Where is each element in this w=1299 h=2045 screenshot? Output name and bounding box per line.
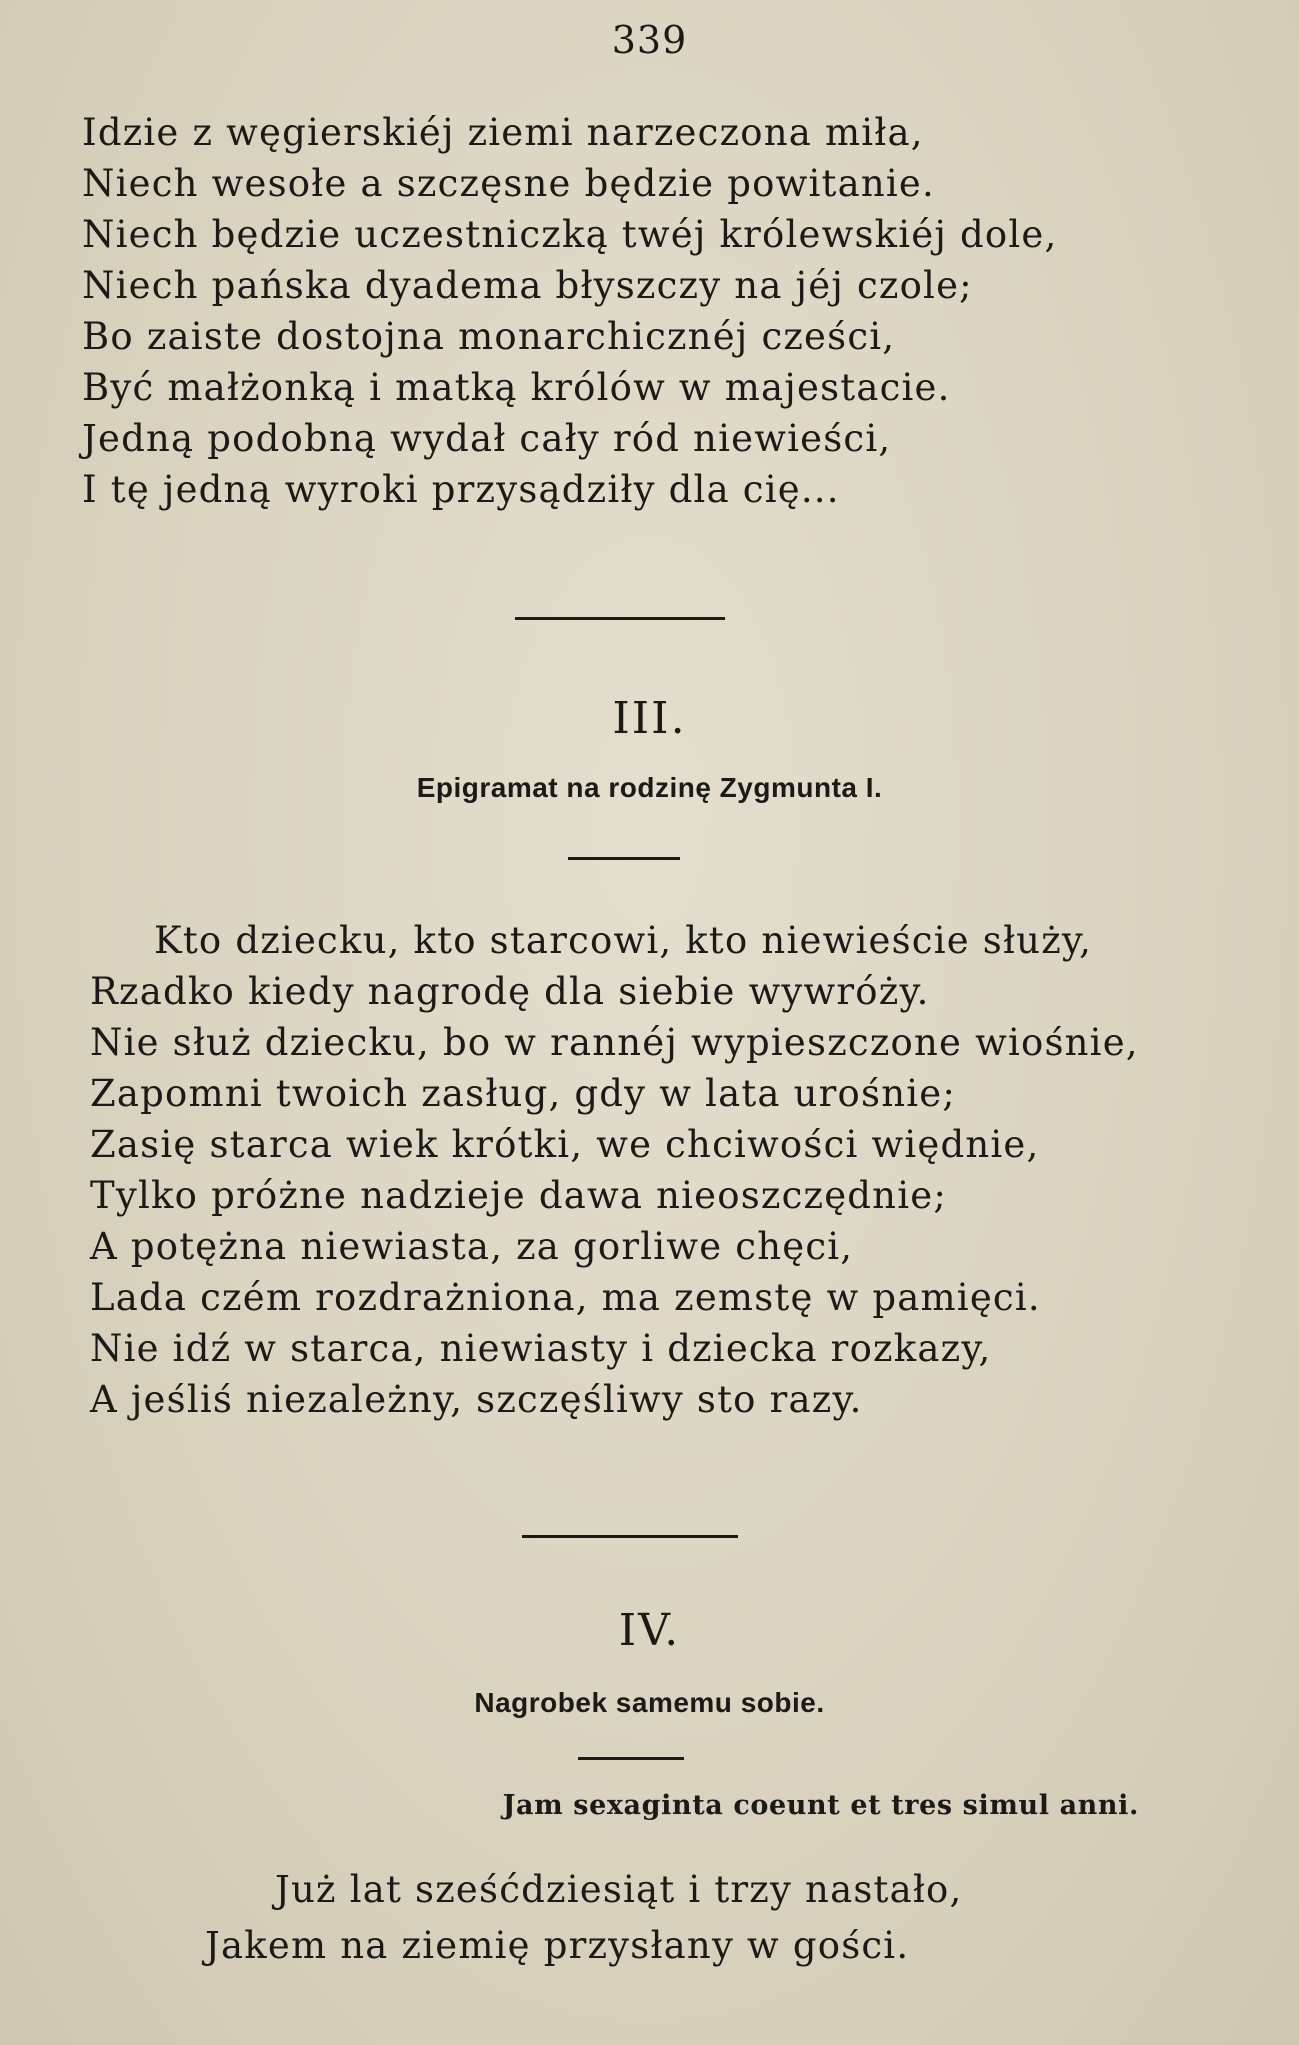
section-title-iv: Nagrobek samemu sobie. [474, 1687, 825, 1718]
page-number: 339 [611, 18, 688, 62]
section-divider [522, 1535, 738, 1538]
poem-stanza-iii [90, 915, 1139, 1425]
poem-line: Niech będzie uczestniczką twéj królewskiéj dole, [82, 213, 1058, 256]
poem-line: Tylko próżne nadzieje dawa nieoszczędnie; [90, 1174, 948, 1217]
poem-line: Idzie z węgierskiéj ziemi narzeczona miła, [82, 111, 924, 154]
poem-stanza-iv [205, 1862, 963, 1974]
poem-line: A jeśliś niezależny, szczęśliwy sto razy. [90, 1378, 863, 1421]
title-divider [578, 1757, 684, 1760]
poem-line: Jakem na ziemię przysłany w gości. [205, 1924, 910, 1967]
poem-line: Nie idź w starca, niewiasty i dziecka rozkazy, [90, 1327, 992, 1370]
poem-line: Lada czém rozdrażniona, ma zemstę w pamięci. [90, 1276, 1041, 1319]
poem-line: Bo zaiste dostojna monarchicznéj cześci, [82, 315, 896, 358]
title-divider [568, 857, 680, 860]
poem-line: Być małżonką i matką królów w majestacie. [82, 366, 951, 409]
poem-line: Nie służ dziecku, bo w rannéj wypieszczone wiośnie, [90, 1021, 1139, 1064]
poem-line: Rzadko kiedy nagrodę dla siebie wywróży. [90, 970, 930, 1013]
poem-line: Jedną podobną wydał cały ród niewieści, [82, 417, 892, 460]
poem-line: Zapomni twoich zasług, gdy w lata urośnie; [90, 1072, 957, 1115]
poem-line: Zasię starca wiek krótki, we chciwości więdnie, [90, 1123, 1040, 1166]
poem-line: Już lat sześćdziesiąt i trzy nastało, [275, 1868, 963, 1911]
section-number-iv: IV. [618, 1605, 681, 1656]
epigraph-motto: Jam sexaginta coeunt et tres simul anni. [502, 1790, 1139, 1821]
section-divider [515, 617, 725, 620]
section-number-iii: III. [612, 693, 687, 744]
section-title-iii: Epigramat na rodzinę Zygmunta I. [416, 772, 883, 803]
poem-line: Niech pańska dyadema błyszczy na jéj czole; [82, 264, 973, 307]
poem-stanza-ii [82, 107, 1057, 515]
poem-line: Kto dziecku, kto starcowi, kto niewieście służy, [154, 919, 1093, 962]
poem-line: A potężna niewiasta, za gorliwe chęci, [90, 1225, 854, 1268]
poem-line: Niech wesołe a szczęsne będzie powitanie. [82, 162, 935, 205]
poem-line: I tę jedną wyroki przysądziły dla cię... [82, 468, 840, 511]
